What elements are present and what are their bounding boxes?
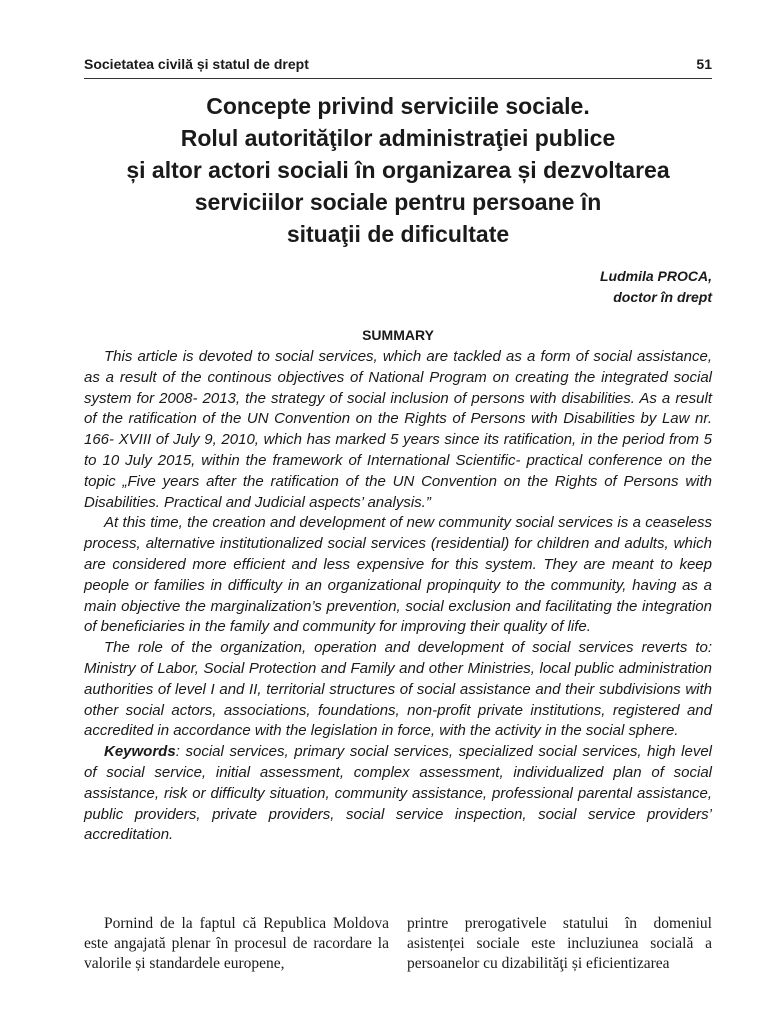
body-paragraph: printre prerogativele statului în domeniul asistenței sociale este incluziunea socială a persoanelor cu dizabilităţi și eficientizarea [407,915,712,972]
summary-abstract [84,347,712,846]
running-header [84,56,712,79]
title-line: serviciilor sociale pentru persoane în [194,189,602,215]
running-title: Societatea civilă și statul de drept [84,56,309,72]
article-title [84,90,712,250]
body-paragraph: Pornind de la faptul că Republica Moldova este angajată plenar în procesul de racordare la valorile și standardele europene, [84,915,389,972]
title-line: Concepte privind serviciile sociale. [206,93,590,119]
keywords-label: Keywords [104,743,176,761]
summary-paragraph: The role of the organization, operation and development of social services reverts to: Ministry of Labor, Social Protection and Family and other Ministries, local public administration authorities of level I and II, territorial structures of social assistance and their subdivisions with other social actors, associations, foundations, non-profit private institutions, registered and accredited in accordance with the legislation in force, with the activity in the social sphere. [84,639,712,740]
summary-paragraph: This article is devoted to social services, which are tackled as a form of social assistance, as a result of the continous objectives of National Program on creating the integrated social system for 2008- 2013, the strategy of social inclusion of persons with disabilities. As a result of the ratification of the UN Convention on the Rights of Persons with Disabilities by Law nr. 166- XVIII of July 9, 2010, which has marked 5 years since its ratification, in the period from 5 to 10 July 2015, within the framework of International Scientific- practical conference on the topic „Five years after the ratification of the UN Convention on the Rights of Persons with Disabilities. Practical and Judicial aspects’ analysis.” [84,348,712,511]
summary-heading: SUMMARY [362,327,434,343]
keywords-text: : social services, primary social services, specialized social services, high level of social service, initial assessment, complex assessment, individualized plan of social assistance, risk or difficulty situation, community assistance, professional parental assistance, public providers, private providers, social service inspection, social service providers’ accreditation. [84,743,712,844]
body-columns [84,914,712,974]
title-line: Rolul autorităţilor administraţiei publice [180,125,616,151]
page-number: 51 [696,56,712,72]
author-block [600,266,712,308]
title-line: situaţii de dificultate [286,221,510,247]
author-name: Ludmila PROCA, [599,268,712,284]
summary-paragraph: At this time, the creation and development of new community social services is a ceaseless process, alternative institutionalized social services (residential) for children and adults, which are considered more efficient and less expensive for this system. They are meant to keep people or families in difficulty in an organizational propinquity to the community, having as a main objective the marginalization’s prevention, social exclusion and facilitating the integration of beneficiaries in the family and community for improving their quality of life. [84,514,712,636]
body-column-right [407,914,712,974]
author-degree: doctor în drept [613,289,712,305]
keywords-paragraph [84,742,712,846]
body-column-left [84,914,389,974]
title-line: și altor actori sociali în organizarea și dezvoltarea [126,157,670,183]
